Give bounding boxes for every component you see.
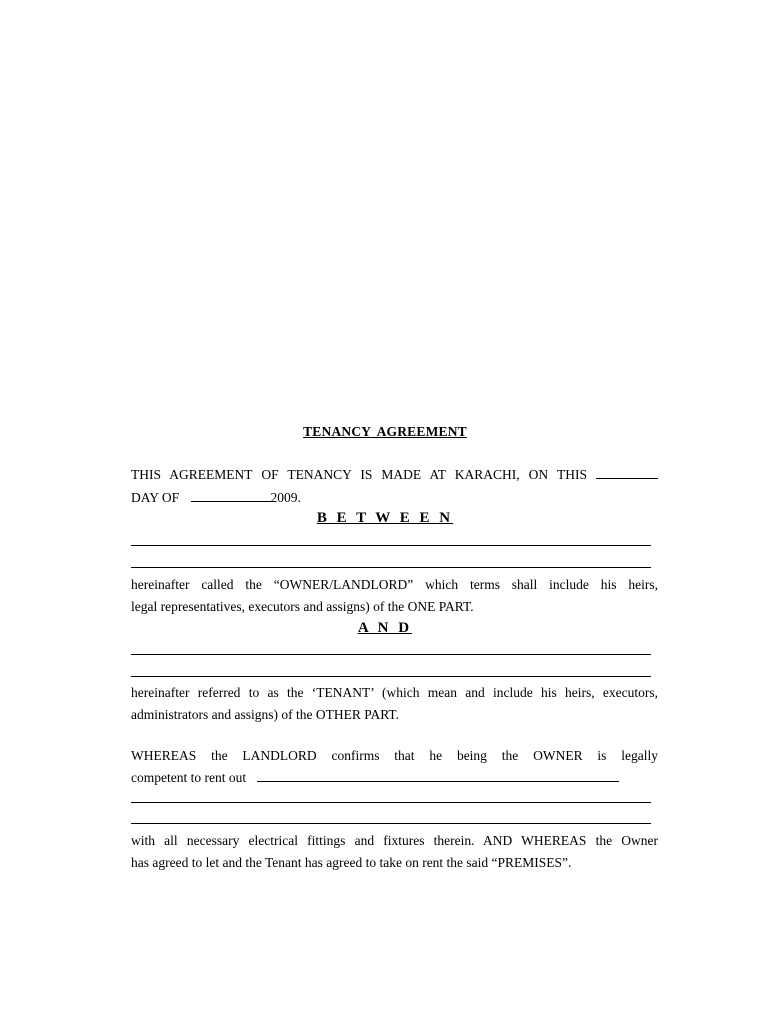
whereas-line-2 bbox=[131, 769, 658, 786]
year-text: 2009. bbox=[270, 490, 301, 505]
intro-line-2 bbox=[131, 489, 658, 506]
owner-para-line-1: hereinafter called the “OWNER/LANDLORD” which terms shall include his heirs, bbox=[131, 577, 658, 592]
intro-line-1 bbox=[131, 466, 658, 483]
day-of-label: DAY OF bbox=[131, 490, 180, 505]
owner-blank-line-1 bbox=[131, 545, 651, 546]
between-heading: B E T W E E N bbox=[316, 510, 454, 526]
fixtures-line-1: with all necessary electrical fittings and fixtures therein. AND WHEREAS the Owner bbox=[131, 833, 658, 848]
document-title: TENANCY AGREEMENT bbox=[303, 424, 467, 439]
day-blank bbox=[596, 466, 658, 479]
whereas-line-1: WHEREAS the LANDLORD confirms that he being the OWNER is legally bbox=[131, 748, 658, 763]
tenant-para-line-2: administrators and assigns) of the OTHER PART. bbox=[131, 707, 400, 722]
premises-blank-line-1 bbox=[131, 802, 651, 803]
fixtures-line-2: has agreed to let and the Tenant has agreed to take on rent the said “PREMISES”. bbox=[131, 855, 572, 870]
premises-blank bbox=[257, 769, 619, 782]
tenant-blank-line-2 bbox=[131, 676, 651, 677]
premises-blank-line-2 bbox=[131, 823, 651, 824]
tenant-blank-line-1 bbox=[131, 654, 651, 655]
rent-out-label: competent to rent out bbox=[131, 770, 247, 785]
month-blank bbox=[191, 489, 271, 502]
owner-blank-line-2 bbox=[131, 567, 651, 568]
and-heading: A N D bbox=[357, 620, 413, 636]
intro-text: THIS AGREEMENT OF TENANCY IS MADE AT KARACHI, ON THIS bbox=[131, 467, 587, 482]
tenant-para-line-1: hereinafter referred to as the ‘TENANT’ (which mean and include his heirs, executors, bbox=[131, 685, 658, 700]
owner-para-line-2: legal representatives, executors and assigns) of the ONE PART. bbox=[131, 599, 474, 614]
